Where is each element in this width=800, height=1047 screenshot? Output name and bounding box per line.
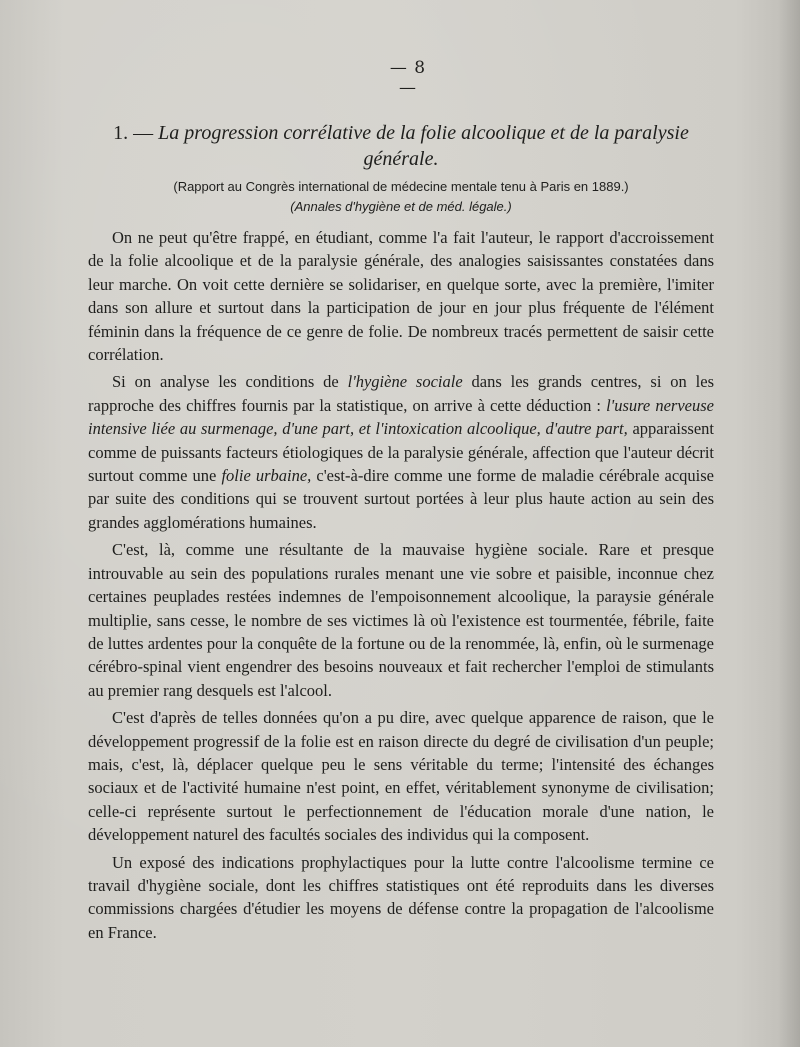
paragraph-2-emphasis-2: l'usure nerveuse intensive liée au surmenage, d'une part, et l'intoxication alcoolique, d'autre part, (88, 395, 714, 439)
paragraph-5: Un exposé des indications prophylactiques pour la lutte contre l'alcoolisme termine ce travail d'hygiène sociale, dont les chiffres statistiques ont été reproduits dans les diverses commissions chargées d'étudier les moyens de défense contre la propagation de l'alcoolisme en France. (88, 852, 714, 942)
article-number: 1. (113, 122, 129, 144)
paragraph-3: C'est, là, comme une résultante de la mauvaise hygiène sociale. Rare et presque introuvable au sein des populations rurales menant une vie sobre et paisible, inconnue chez certaines peuplades restées indemnes de l'empoisonnement alcoolique, la paraysie générale multiplie, sans cesse, le nombre de ses victimes là où l'existence est tourmentée, fébrile, faite de luttes ardentes pour la conquête de la fortune ou de la renommée, là, enfin, où le surmenage cérébro-spinal vient engendrer des besoins nouveaux et fait rechercher l'emploi de stimulants au premier rang desquels est l'alcool. (88, 540, 714, 700)
paragraph-2-emphasis-1: l'hygiène sociale (347, 372, 463, 392)
paragraph-2-part-a: Si on analyse les conditions de (112, 372, 348, 392)
article-title-text: La progression corrélative de la folie alcoolique et de la paralysie générale. (158, 122, 689, 170)
paragraph-2-part-c: dans les grands centres, si on les rapproche des chiffres fournis par la statistique, on arrive à cette déduction : (88, 372, 715, 415)
paragraph-2-emphasis-3: folie urbaine, (221, 466, 312, 486)
article-body (88, 120, 714, 948)
paragraph-2 (88, 370, 714, 534)
paragraph-4: C'est d'après de telles données qu'on a pu dire, avec quelque apparence de raison, que le développement progressif de la folie est en raison directe du degré de civilisation d'un peuple; mais, c'est, là, déplacer quelque peu le sens véritable du terme; l'intensité des échanges sociaux et de l'activité humaine n'est point, en effet, véritablement synonyme de civilisation; celle-ci représente surtout le perfectionnement de l'éducation morale d'une nation, le développement naturel des facultés sociales des individus qui la composent. (88, 708, 714, 845)
article-source: (Annales d'hygiène et de méd. légale.) (290, 199, 512, 214)
page-number: — 8 — (389, 58, 427, 98)
article-title (88, 120, 714, 172)
article-subtitle: (Rapport au Congrès international de médecine mentale tenu à Paris en 1889.) (173, 179, 629, 194)
paragraph-2-part-e: apparaissent comme de puissants facteurs étiologiques de la paralysie générale, affection que l'auteur décrit surtout comme une (88, 419, 714, 486)
title-dash: — (133, 122, 154, 144)
paragraph-1: On ne peut qu'être frappé, en étudiant, comme l'a fait l'auteur, le rapport d'accroissement de la folie alcoolique et de la paralysie générale, des analogies saisissantes constatées dans leur marche. On voit cette dernière se solidariser, en quelque sorte, avec la première, l'imiter dans son allure et surtout dans la participation de jour en jour plus fréquente de l'élément féminin dans la fréquence de ce genre de folie. De nombreux tracés permettent de saisir cette corrélation. (88, 228, 714, 365)
paragraph-2-part-g: c'est-à-dire comme une forme de maladie cérébrale acquise par suite des conditions qui se trouvent surtout portées à leur plus haute action au sein des grandes agglomérations humaines. (88, 466, 714, 532)
page-edge-shadow (778, 0, 800, 1047)
